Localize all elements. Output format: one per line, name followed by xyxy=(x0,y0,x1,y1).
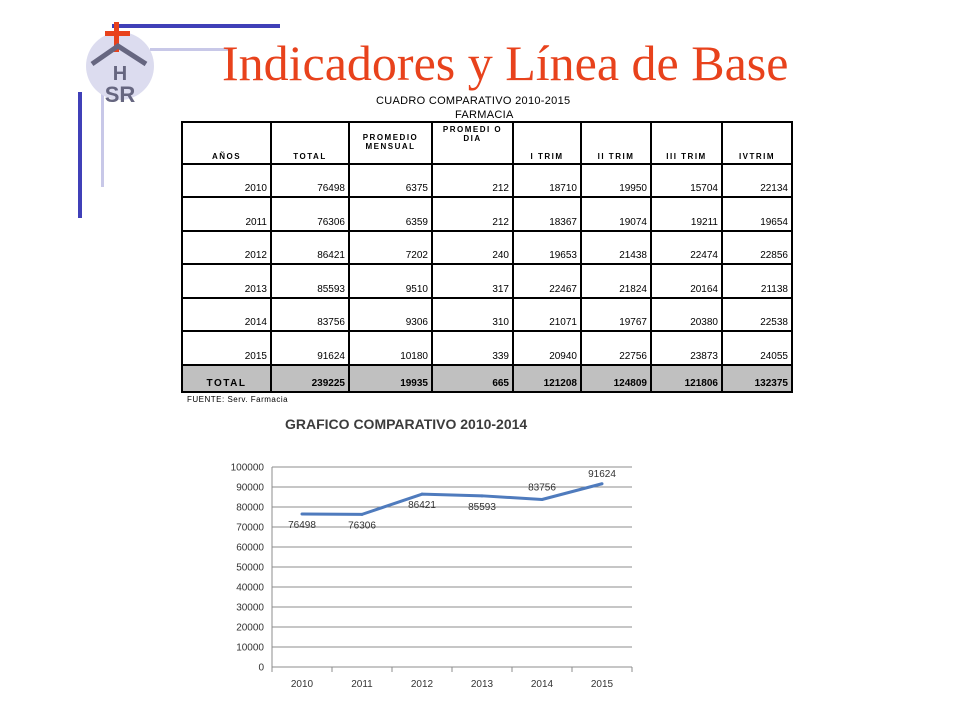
table-row xyxy=(182,331,792,364)
table-cell: 19654 xyxy=(722,197,792,230)
data-label: 91624 xyxy=(588,468,616,480)
table-cell: 212 xyxy=(432,197,513,230)
table-row xyxy=(182,298,792,331)
table-cell: 86421 xyxy=(271,231,349,264)
data-label: 83756 xyxy=(528,482,556,494)
table-cell: 19074 xyxy=(581,197,651,230)
table-cell: 9510 xyxy=(349,264,432,297)
table-total-cell: 665 xyxy=(432,365,513,392)
table-total-cell: 124809 xyxy=(581,365,651,392)
logo-cross-horizontal xyxy=(105,31,130,36)
table-cell: 10180 xyxy=(349,331,432,364)
table-total-cell: 121208 xyxy=(513,365,581,392)
line-chart xyxy=(200,455,640,695)
page-title: Indicadores y Línea de Base xyxy=(222,35,789,91)
logo-letter-h: H xyxy=(112,63,128,85)
data-point xyxy=(361,513,364,516)
x-tick-label: 2011 xyxy=(351,679,373,690)
y-tick-label: 100000 xyxy=(230,462,264,474)
table-subcaption: FARMACIA xyxy=(455,109,514,121)
table-cell: 20164 xyxy=(651,264,722,297)
table-total-row xyxy=(182,365,792,392)
hsr-logo xyxy=(74,18,164,108)
y-tick-label: 70000 xyxy=(236,522,264,534)
y-tick-label: 10000 xyxy=(236,642,264,654)
table-row xyxy=(182,164,792,197)
table-cell: 21438 xyxy=(581,231,651,264)
table-cell: 76306 xyxy=(271,197,349,230)
table-total-cell: 239225 xyxy=(271,365,349,392)
table-cell: 2010 xyxy=(182,164,271,197)
data-point xyxy=(541,498,544,501)
table-cell: 6375 xyxy=(349,164,432,197)
table-cell: 2015 xyxy=(182,331,271,364)
table-cell: 19653 xyxy=(513,231,581,264)
header-promedio-dia xyxy=(432,122,513,164)
table-cell: 19211 xyxy=(651,197,722,230)
table-cell: 22474 xyxy=(651,231,722,264)
table-cell: 212 xyxy=(432,164,513,197)
table-cell: 7202 xyxy=(349,231,432,264)
header-total: TOTAL xyxy=(271,122,349,164)
y-tick-label: 30000 xyxy=(236,602,264,614)
table-cell: 20380 xyxy=(651,298,722,331)
chart-title: GRAFICO COMPARATIVO 2010-2014 xyxy=(285,416,528,432)
table-cell: 2011 xyxy=(182,197,271,230)
data-label: 76498 xyxy=(288,520,316,532)
table-cell: 22467 xyxy=(513,264,581,297)
header-anos: AÑOS xyxy=(182,122,271,164)
header-promedio-mensual-label: PROMEDIO MENSUAL xyxy=(362,132,419,151)
table-total-cell: 132375 xyxy=(722,365,792,392)
header-ii-trim: II TRIM xyxy=(581,122,651,164)
table-total-cell: 19935 xyxy=(349,365,432,392)
y-tick-label: 60000 xyxy=(236,542,264,554)
table-header-row xyxy=(182,122,792,164)
data-label: 76306 xyxy=(348,520,376,532)
x-tick-label: 2014 xyxy=(530,679,554,690)
header-i-trim: I TRIM xyxy=(513,122,581,164)
y-tick-label: 80000 xyxy=(236,502,264,514)
series-line xyxy=(302,484,602,515)
data-point xyxy=(601,482,604,485)
table-total-cell: TOTAL xyxy=(182,365,271,392)
table-cell: 22856 xyxy=(722,231,792,264)
table-cell: 21071 xyxy=(513,298,581,331)
table-cell: 22538 xyxy=(722,298,792,331)
table-cell: 19950 xyxy=(581,164,651,197)
table-cell: 24055 xyxy=(722,331,792,364)
data-point xyxy=(301,513,304,516)
data-point xyxy=(481,494,484,497)
table-cell: 317 xyxy=(432,264,513,297)
table-row xyxy=(182,197,792,230)
table-cell: 6359 xyxy=(349,197,432,230)
data-label: 86421 xyxy=(408,500,436,512)
x-tick-label: 2012 xyxy=(410,679,434,690)
table-cell: 2012 xyxy=(182,231,271,264)
y-tick-label: 50000 xyxy=(236,562,264,574)
header-promedio-dia-label: PROMEDI O DIA xyxy=(442,125,503,144)
data-label: 85593 xyxy=(468,501,496,513)
header-promedio-mensual xyxy=(349,122,432,164)
table-cell: 339 xyxy=(432,331,513,364)
table-cell: 18710 xyxy=(513,164,581,197)
table-cell: 85593 xyxy=(271,264,349,297)
table-cell: 83756 xyxy=(271,298,349,331)
table-cell: 2013 xyxy=(182,264,271,297)
table-row xyxy=(182,264,792,297)
table-cell: 76498 xyxy=(271,164,349,197)
table-source: FUENTE: Serv. Farmacia xyxy=(187,395,289,404)
data-table xyxy=(181,121,793,393)
header-iv-trim: IVTRIM xyxy=(722,122,792,164)
table-cell: 240 xyxy=(432,231,513,264)
table-cell: 22134 xyxy=(722,164,792,197)
table-cell: 310 xyxy=(432,298,513,331)
y-tick-label: 20000 xyxy=(236,622,264,634)
y-tick-label: 0 xyxy=(258,662,264,674)
table-cell: 2014 xyxy=(182,298,271,331)
table-cell: 91624 xyxy=(271,331,349,364)
table-cell: 21824 xyxy=(581,264,651,297)
table-cell: 15704 xyxy=(651,164,722,197)
y-tick-label: 90000 xyxy=(236,482,264,494)
table-cell: 21138 xyxy=(722,264,792,297)
table-total-cell: 121806 xyxy=(651,365,722,392)
table-caption: CUADRO COMPARATIVO 2010-2015 xyxy=(376,95,571,107)
header-iii-trim: III TRIM xyxy=(651,122,722,164)
x-tick-label: 2010 xyxy=(290,679,314,690)
table-row xyxy=(182,231,792,264)
table-cell: 18367 xyxy=(513,197,581,230)
table-cell: 22756 xyxy=(581,331,651,364)
logo-letters-sr: SR xyxy=(104,82,136,107)
table-cell: 20940 xyxy=(513,331,581,364)
table-cell: 19767 xyxy=(581,298,651,331)
x-tick-label: 2013 xyxy=(470,679,494,690)
y-tick-label: 40000 xyxy=(236,582,264,594)
data-point xyxy=(421,493,424,496)
x-tick-label: 2015 xyxy=(590,679,614,690)
deco-line-left xyxy=(78,92,82,218)
table-cell: 9306 xyxy=(349,298,432,331)
table-cell: 23873 xyxy=(651,331,722,364)
